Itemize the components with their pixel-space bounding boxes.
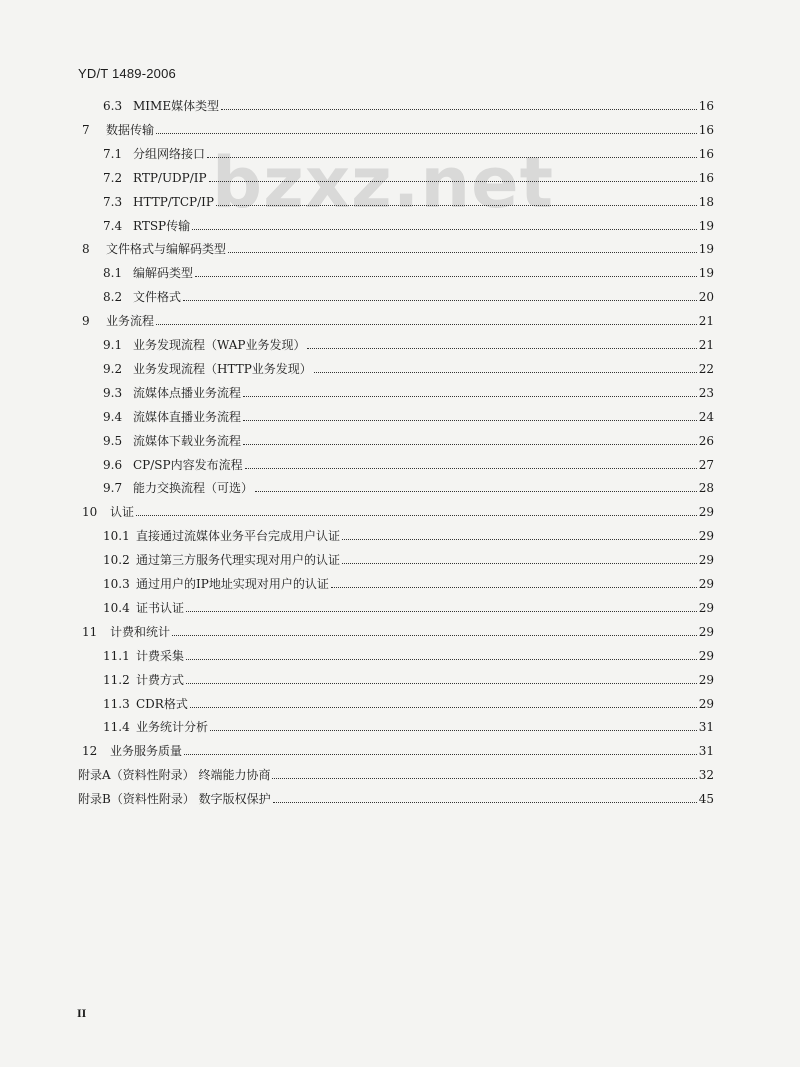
toc-entry bbox=[103, 714, 714, 734]
toc-entry-page: 26 bbox=[698, 433, 714, 448]
dot-leader bbox=[245, 467, 697, 469]
toc-entry-title: 计费采集 bbox=[136, 648, 185, 663]
dot-leader bbox=[255, 490, 697, 492]
toc-entry bbox=[82, 117, 714, 137]
toc-entry-page: 24 bbox=[698, 409, 714, 424]
toc-entry bbox=[103, 260, 714, 280]
toc-entry-number: 10.1 bbox=[103, 529, 130, 544]
toc-entry bbox=[103, 284, 714, 304]
toc-entry-page: 27 bbox=[698, 457, 714, 472]
toc-entry bbox=[103, 189, 714, 209]
toc-entry-number: 7.4 bbox=[103, 218, 123, 233]
toc-entry-title: 业务流程 bbox=[106, 314, 155, 329]
page-number-footer: II bbox=[77, 1006, 87, 1020]
toc-entry-title: 通过用户的IP地址实现对用户的认证 bbox=[136, 577, 329, 591]
toc-entry-page: 28 bbox=[698, 481, 714, 496]
dot-leader bbox=[243, 395, 697, 397]
toc-entry-number: 11 bbox=[82, 624, 98, 639]
toc-entry bbox=[78, 786, 714, 806]
toc-entry-number: 9.3 bbox=[103, 385, 123, 400]
toc-entry-number: 12 bbox=[82, 744, 98, 759]
toc-entry bbox=[103, 452, 714, 472]
toc-entry-number: 10 bbox=[82, 505, 98, 520]
toc-entry-page: 29 bbox=[698, 600, 714, 615]
toc-entry-title: 计费方式 bbox=[136, 672, 185, 687]
toc-entry bbox=[103, 380, 714, 400]
toc-entry-number: 11.1 bbox=[103, 648, 130, 663]
toc-entry-page: 22 bbox=[698, 361, 714, 376]
toc-entry-number: 11.2 bbox=[103, 672, 130, 687]
toc-entry-number: 8 bbox=[82, 242, 90, 257]
toc-entry-number: 10.3 bbox=[103, 577, 130, 591]
dot-leader bbox=[184, 753, 697, 755]
toc-entry-page: 32 bbox=[698, 768, 714, 783]
toc-entry-page: 29 bbox=[698, 624, 714, 639]
toc-entry-number: 11.3 bbox=[103, 696, 130, 711]
dot-leader bbox=[156, 132, 697, 134]
toc-entry-number: 9.4 bbox=[103, 409, 123, 424]
toc-entry-number: 8.2 bbox=[103, 290, 123, 305]
toc-entry-title: 流媒体直播业务流程 bbox=[133, 409, 242, 424]
toc-entry-number: 7.1 bbox=[103, 146, 123, 161]
toc-entry-number: 8.1 bbox=[103, 266, 123, 281]
toc-entry-title: 业务发现流程（HTTP业务发现） bbox=[133, 361, 312, 376]
toc-entry bbox=[103, 595, 714, 615]
dot-leader bbox=[190, 706, 697, 708]
toc-entry bbox=[103, 643, 714, 663]
toc-entry-page: 20 bbox=[698, 290, 714, 305]
toc-entry-title: 计费和统计 bbox=[110, 624, 171, 639]
toc-entry-page: 19 bbox=[698, 242, 714, 257]
toc-entry-title: 证书认证 bbox=[136, 600, 185, 615]
toc-entry-title: 业务发现流程（WAP业务发现） bbox=[133, 338, 306, 352]
toc-entry bbox=[82, 308, 714, 328]
toc-entry bbox=[103, 475, 714, 495]
toc-entry bbox=[103, 404, 714, 424]
dot-leader bbox=[307, 347, 696, 349]
dot-leader bbox=[273, 801, 697, 803]
dot-leader bbox=[342, 562, 697, 564]
dot-leader bbox=[209, 180, 697, 182]
dot-leader bbox=[186, 658, 697, 660]
dot-leader bbox=[243, 443, 697, 445]
toc-entry-page: 21 bbox=[698, 338, 714, 352]
toc-entry-title: 附录A（资料性附录） 终端能力协商 bbox=[78, 768, 271, 783]
dot-leader bbox=[228, 251, 697, 253]
toc-entry-page: 45 bbox=[698, 792, 714, 807]
toc-entry-title: 附录B（资料性附录） 数字版权保护 bbox=[78, 792, 271, 807]
toc-entry bbox=[82, 236, 714, 256]
toc-entry-page: 31 bbox=[698, 744, 714, 759]
dot-leader bbox=[216, 204, 697, 206]
toc-entry-page: 19 bbox=[698, 218, 714, 233]
toc-entry-page: 29 bbox=[698, 553, 714, 568]
toc-entry-title: 分组网络接口 bbox=[133, 146, 206, 161]
toc-entry bbox=[103, 141, 714, 161]
dot-leader bbox=[136, 514, 697, 516]
toc-entry-page: 21 bbox=[698, 314, 714, 329]
toc-entry-page: 19 bbox=[698, 266, 714, 281]
toc-entry-page: 16 bbox=[698, 122, 714, 137]
dot-leader bbox=[210, 729, 697, 731]
toc-entry-title: CP/SP内容发布流程 bbox=[133, 457, 243, 472]
toc-entry-number: 9.5 bbox=[103, 433, 123, 448]
toc-entry-number: 7 bbox=[82, 122, 90, 137]
dot-leader bbox=[243, 419, 697, 421]
toc-entry bbox=[103, 213, 714, 233]
dot-leader bbox=[221, 108, 697, 110]
dot-leader bbox=[192, 228, 697, 230]
toc-entry-page: 29 bbox=[698, 672, 714, 687]
toc-entry-title: 编解码类型 bbox=[133, 266, 194, 281]
toc-entry-title: 文件格式 bbox=[133, 290, 182, 305]
dot-leader bbox=[186, 682, 697, 684]
toc-entry-number: 9.1 bbox=[103, 338, 123, 352]
toc-entry-title: 通过第三方服务代理实现对用户的认证 bbox=[136, 553, 341, 568]
dot-leader bbox=[331, 586, 697, 588]
toc-entry-page: 29 bbox=[698, 648, 714, 663]
toc-entry-number: 9.2 bbox=[103, 361, 123, 376]
toc-entry-title: CDR格式 bbox=[136, 696, 188, 711]
toc-entry-title: 能力交换流程（可选） bbox=[133, 481, 254, 496]
toc-entry bbox=[103, 547, 714, 567]
toc-entry bbox=[103, 356, 714, 376]
dot-leader bbox=[183, 299, 697, 301]
toc-entry-title: 业务统计分析 bbox=[136, 720, 209, 735]
dot-leader bbox=[186, 610, 697, 612]
toc-entry bbox=[103, 332, 714, 352]
toc-entry-page: 16 bbox=[698, 99, 714, 113]
toc-entry-title: 文件格式与编解码类型 bbox=[106, 242, 227, 257]
dot-leader bbox=[314, 371, 697, 373]
toc-entry-page: 31 bbox=[698, 720, 714, 735]
document-id-header: YD/T 1489-2006 bbox=[78, 66, 176, 81]
dot-leader bbox=[195, 275, 697, 277]
toc-entry-title: 直接通过流媒体业务平台完成用户认证 bbox=[136, 529, 341, 544]
toc-entry-number: 10.2 bbox=[103, 553, 130, 568]
toc-entry-page: 29 bbox=[698, 505, 714, 520]
toc-entry bbox=[82, 738, 714, 758]
toc-entry-number: 7.2 bbox=[103, 170, 123, 185]
toc-entry-title: RTP/UDP/IP bbox=[133, 170, 207, 185]
toc-entry-page: 29 bbox=[698, 696, 714, 711]
toc-entry bbox=[82, 619, 714, 639]
toc-entry bbox=[103, 93, 714, 113]
toc-entry bbox=[103, 523, 714, 543]
dot-leader bbox=[272, 777, 696, 779]
toc-entry-page: 16 bbox=[698, 170, 714, 185]
toc-entry-title: RTSP传输 bbox=[133, 218, 191, 233]
toc-entry bbox=[103, 691, 714, 711]
toc-entry-title: 数据传输 bbox=[106, 122, 155, 137]
toc-entry bbox=[78, 762, 714, 782]
toc-entry-number: 11.4 bbox=[103, 720, 130, 735]
toc-entry-page: 23 bbox=[698, 385, 714, 400]
toc-entry-number: 9.6 bbox=[103, 457, 123, 472]
watermark: bzxz.net bbox=[212, 142, 555, 224]
toc-entry-title: 业务服务质量 bbox=[110, 744, 183, 759]
toc-entry bbox=[103, 165, 714, 185]
toc-entry-page: 16 bbox=[698, 146, 714, 161]
toc-entry bbox=[82, 499, 714, 519]
dot-leader bbox=[172, 634, 697, 636]
toc-entry bbox=[103, 428, 714, 448]
toc-entry bbox=[103, 571, 714, 591]
toc-entry-number: 9 bbox=[82, 314, 90, 329]
toc-entry-title: HTTP/TCP/IP bbox=[133, 194, 214, 209]
dot-leader bbox=[207, 156, 697, 158]
toc-entry-page: 29 bbox=[698, 577, 714, 591]
dot-leader bbox=[156, 323, 697, 325]
toc-entry-number: 10.4 bbox=[103, 600, 130, 615]
toc-entry-title: 流媒体点播业务流程 bbox=[133, 385, 242, 400]
dot-leader bbox=[342, 538, 697, 540]
toc-entry-title: MIME媒体类型 bbox=[133, 99, 220, 113]
toc-entry-page: 18 bbox=[698, 194, 714, 209]
toc-entry-number: 6.3 bbox=[103, 99, 123, 113]
toc-entry bbox=[103, 667, 714, 687]
toc-entry-page: 29 bbox=[698, 529, 714, 544]
toc-entry-number: 9.7 bbox=[103, 481, 123, 496]
toc-entry-title: 认证 bbox=[110, 505, 135, 520]
toc-entry-number: 7.3 bbox=[103, 194, 123, 209]
toc-entry-title: 流媒体下载业务流程 bbox=[133, 433, 242, 448]
